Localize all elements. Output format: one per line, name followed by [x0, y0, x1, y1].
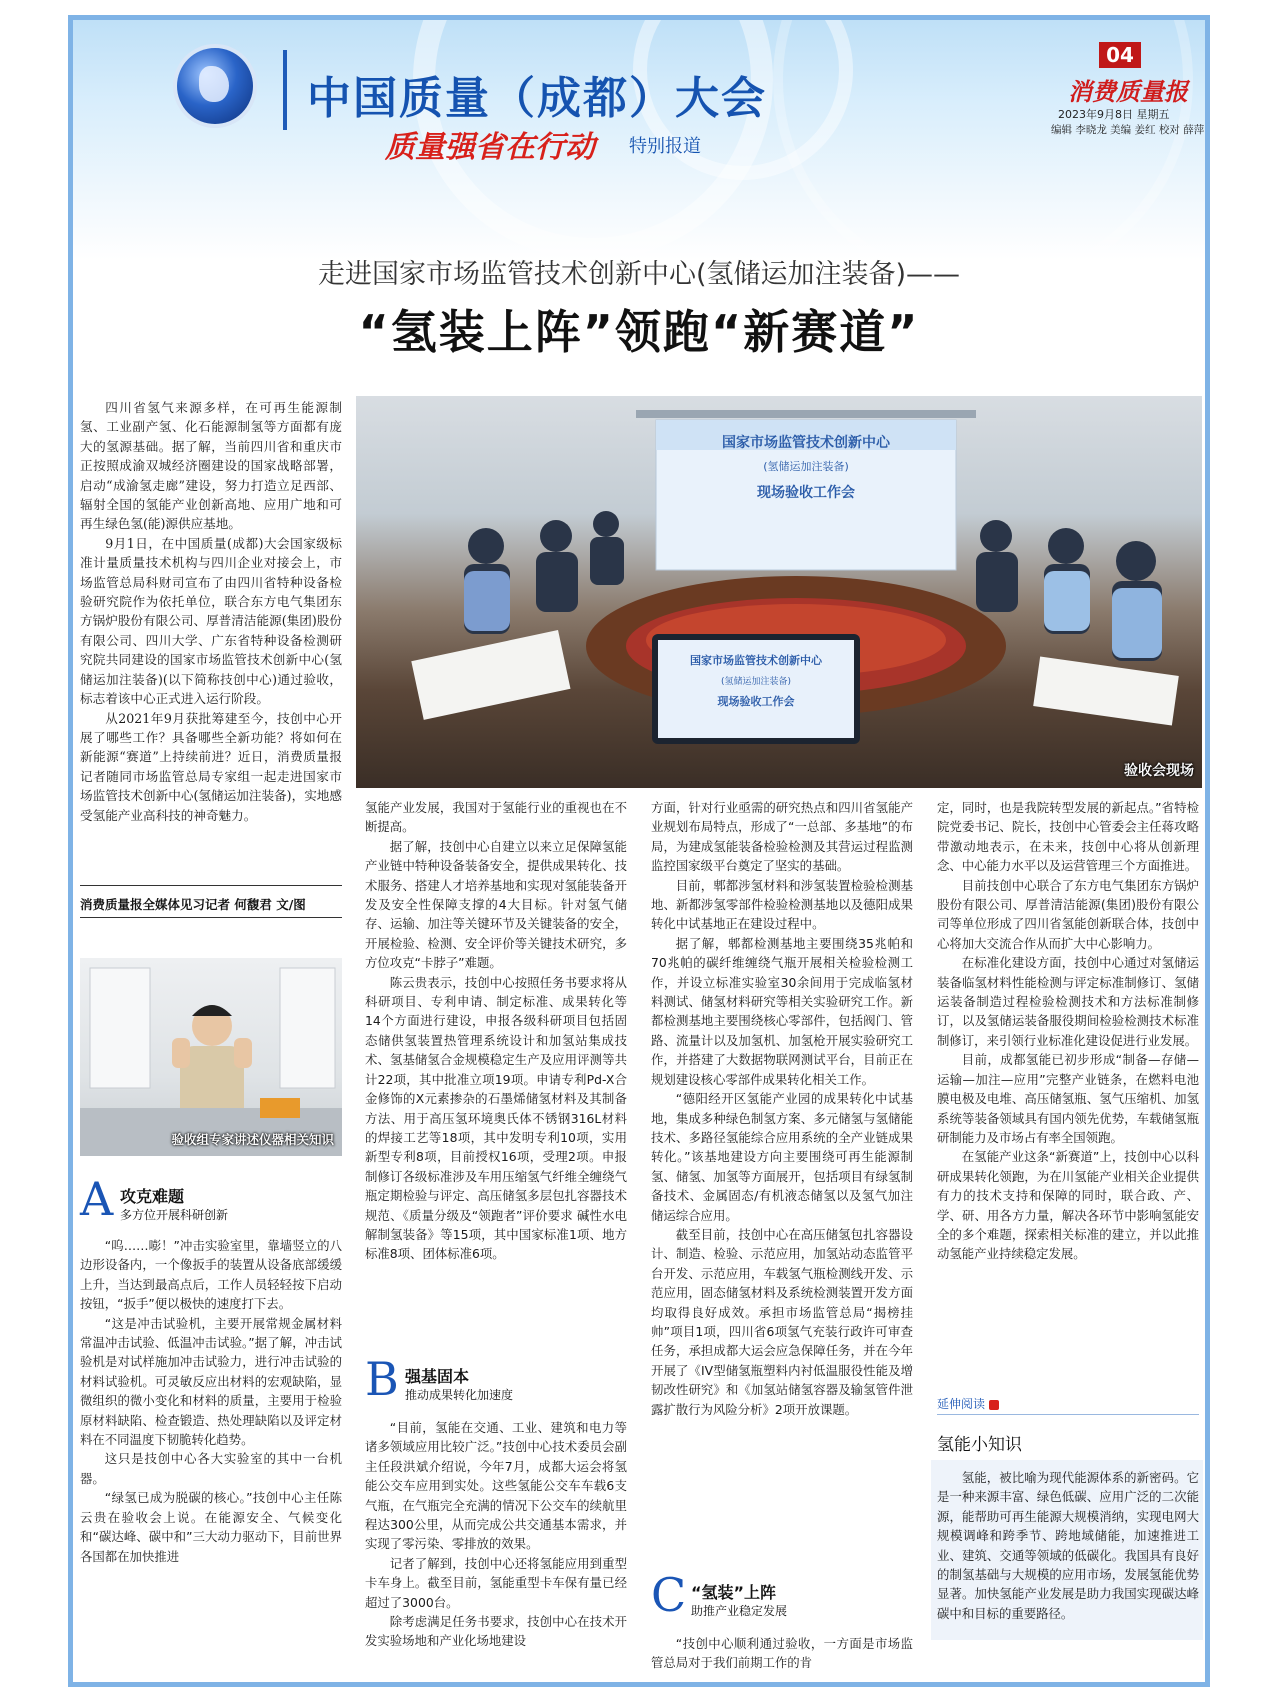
globe-logo-icon: [177, 48, 253, 124]
column-2-body: [365, 798, 627, 1350]
editor-credits: 编辑 李晓龙 美编 姜红 校对 薛萍: [1051, 124, 1205, 136]
section-subtitle: 多方位开展科研创新: [120, 1208, 229, 1222]
section-c-body: [651, 1634, 913, 1684]
body-paragraph: 在氢能产业这条“新赛道”上，技创中心以科研成果转化领跑，为在川氢能产业相关企业提供有力的技术支持和保障的同时，联合政、产、学、研、用各方力量，解决各环节中影响氢能安全的多个难题，探索相关标准的建立，并以此推动氢能产业持续稳定发展。: [937, 1149, 1199, 1262]
title-divider: [283, 50, 287, 130]
section-b-header: [365, 1352, 627, 1408]
monitor-line: (氢储运加注装备): [720, 677, 792, 687]
intro-paragraph: 从2021年9月获批筹建至今，技创中心开展了哪些工作？具备哪些全新功能？将如何在新能源“赛道”上持续前进？近日，消费质量报记者随同市场监管总局专家组一起走进国家市场监管技术创新中心(氢储运加注装备)，实地感受氢能产业高科技的神奇魅力。: [80, 710, 342, 823]
section-title: 攻克难题: [120, 1187, 185, 1206]
body-paragraph: 氢能产业发展，我国对于氢能行业的重视也在不断提高。: [365, 800, 627, 835]
extended-reading-rule: [937, 1414, 1199, 1415]
section-title: 强基固本: [405, 1367, 470, 1386]
small-photo-caption: 验收组专家讲述仪器相关知识: [171, 1132, 334, 1147]
section-a-header: [80, 1172, 342, 1228]
section-a-body: [80, 1236, 342, 1684]
paper-name: 消费质量报: [1068, 78, 1188, 106]
intro-column: [80, 398, 342, 888]
main-photo-caption: 验收会现场: [1124, 763, 1194, 779]
section-title: “氢装”上阵: [691, 1583, 777, 1602]
body-paragraph: 这只是技创中心各大实验室的其中一台机器。: [80, 1451, 342, 1486]
knowledge-text: 氢能，被比喻为现代能源体系的新密码。它是一种来源丰富、绿色低碳、应用广泛的二次能源，能帮助可再生能源大规模消纳，实现电网大规模调峰和跨季节、跨地域储能，加速推进工业、建筑、交通等领域的低碳化。我国具有良好的制氢基础与大规模的应用市场，发展氢能优势显著。加快氢能产业发展是助力我国实现碳达峰碳中和目标的重要路径。: [937, 1470, 1199, 1621]
column-3-body: [651, 798, 913, 1602]
section-c-header: [651, 1568, 913, 1624]
screen-text: [656, 432, 956, 502]
section-subtitle: 推动成果转化加速度: [405, 1388, 514, 1402]
body-paragraph: 目前技创中心联合了东方电气集团东方锅炉股份有限公司、厚普清洁能源(集团)股份有限公司等单位形成了四川省氢能创新联合体，技创中心将加大交流合作从而扩大中心影响力。: [937, 877, 1199, 951]
body-paragraph: “呜……嘭！”冲击实验室里，靠墙竖立的八边形设备内，一个像扳手的装置从设备底部缓缓上升，当达到最高点后，工作人员轻轻按下启动按钮，“扳手”便以极快的速度打下去。: [80, 1238, 342, 1312]
event-title: 中国质量（成都）大会: [307, 73, 767, 124]
section-subtitle: 助推产业稳定发展: [691, 1604, 788, 1618]
body-paragraph: 陈云贵表示，技创中心按照任务书要求将从科研项目、专利申请、制定标准、成果转化等14个方面进行建设，申报各级科研项目包括固态储供氢装置热管理系统设计和加氢站集成技术、氢基储氢合金规模稳定生产及应用评测等共计22项，其中批准立项19项。申请专利Pd-X合金修饰的X元素掺杂的石墨烯储氢材料及其制备方法、用于高压氢环境奥氏体不锈钢316L材料的焊接工艺等18项，其中发明专利10项，实用新型专利8项，目前授权16项，受理2项。申报制修订各级标准涉及车用压缩氢气纤维全缠绕气瓶定期检验与评定、高压储氢多层包扎容器技术规范、《质量分级及“领跑者”评价要求 碱性水电解制氢装备》等15项，其中国家标准1项、地方标准8项、团体标准6项。: [365, 974, 627, 1262]
masthead-banner: [73, 20, 1205, 260]
section-letter: C: [651, 1568, 687, 1622]
body-paragraph: “目前，氢能在交通、工业、建筑和电力等诸多领域应用比较广泛。”技创中心技术委员会副主任段洪斌介绍说，今年7月，成都大运会将氢能公交车应用到实处。这些氢能公交车车载6支气瓶，在气瓶完全充满的情况下公交车的续航里程达300公里，从而完成公共交通基本需求，并实现了零污染、零排放的效果。: [365, 1420, 627, 1552]
intro-paragraph: 9月1日，在中国质量(成都)大会国家级标准计量质量技术机构与四川企业对接会上，市场监管总局科财司宣布了由四川省特种设备检验研究院作为依托单位，联合东方电气集团东方锅炉股份有限公司、厚普清洁能源(集团)股份有限公司、四川大学、广东省特种设备检测研究院共同建设的国家市场监管技术创新中心(氢储运加注装备)(以下简称技创中心)通过验收，标志着该中心正式进入运行阶段。: [80, 535, 342, 707]
screen-line: (氢储运加注装备): [763, 460, 849, 473]
body-paragraph: “德阳经开区氢能产业园的成果转化中试基地，集成多种绿色制氢方案、多元储氢与氢储能技术、多路径氢能综合应用系统的全产业链成果转化。”该基地建设方向主要围绕可再生能源制氢、储氢、加氢等方面展开，包括项目有绿氢制备技术、金属固态/有机液态储氢以及氢气加注储运综合应用。: [651, 1091, 913, 1223]
byline-rule-bottom: [80, 917, 342, 918]
issue-date: 2023年9月8日 星期五: [1058, 108, 1170, 121]
body-paragraph: 记者了解到，技创中心还将氢能应用到重型卡车身上。截至目前，氢能重型卡车保有量已经超过了3000台。: [365, 1555, 627, 1610]
body-paragraph: 在标准化建设方面，技创中心通过对氢储运装备临氢材料性能检测与评定标准制修订、氢储运装备制造过程检验检测技术和方法标准制修订，以及氢储运装备服役期间检验检测技术标准制修订，来引领行业标准化建设促进行业发展。: [937, 955, 1199, 1048]
knowledge-title: 氢能小知识: [937, 1435, 1022, 1455]
intro-paragraph: 四川省氢气来源多样，在可再生能源制氢、工业副产氢、化石能源制氢等方面都有庞大的氢源基础。据了解，当前四川省和重庆市正按照成渝双城经济圈建设的国家战略部署，启动“成渝氢走廊”建设，努力打造立足西部、辐射全国的氢能产业创新高地、应用广地和可再生绿色氢(能)源供应基地。: [80, 400, 342, 532]
body-paragraph: “技创中心顺利通过验收，一方面是市场监管总局对于我们前期工作的肯: [651, 1636, 913, 1671]
body-paragraph: 方面，针对行业亟需的研究热点和四川省氢能产业规划布局特点，形成了“一总部、多基地”的布局，为建成氢能装备检验检测及其营运过程监测监控国家级平台奠定了坚实的基础。: [651, 800, 913, 874]
slogan-tag: 特别报道: [629, 136, 701, 157]
expert-photo: [80, 958, 342, 1156]
extended-reading-label: [937, 1395, 999, 1412]
body-paragraph: 目前，成都氢能已初步形成“制备—存储—运输—加注—应用”完整产业链条，在燃料电池膜电极及电堆、高压储氢瓶、氢气压缩机、加氢系统等装备领域具有国内领先优势，车载储氢瓶研制能力及市场占有率全国领跑。: [937, 1052, 1199, 1145]
body-paragraph: 定，同时，也是我院转型发展的新起点。”省特检院党委书记、院长，技创中心管委会主任蒋攻略带激动地表示，在未来，技创中心将从创新理念、中心能力水平以及运营管理三个方面推进。: [937, 800, 1199, 874]
byline: 消费质量报全媒体见习记者 何馥君 文/图: [80, 897, 306, 912]
monitor-line: 现场验收工作会: [717, 695, 795, 708]
knowledge-body: [937, 1468, 1199, 1678]
extended-reading-text: 延伸阅读: [937, 1397, 986, 1411]
body-paragraph: 据了解，郫都检测基地主要围绕35兆帕和70兆帕的碳纤维缠绕气瓶开展相关检验检测工作，并设立标准实验室30余间用于完成临氢材料测试、储氢材料研究等相关实验研究工作。新都检测基地主要围绕核心零部件，包括阀门、管路、流量计以及加氢机、加氢枪开展实验研究工作，并搭建了大数据物联网测试平台，目前正在规划建设核心零部件成果转化相关工作。: [651, 935, 913, 1087]
slogan: 质量强省在行动: [385, 130, 595, 165]
screen-line: 现场验收工作会: [757, 485, 855, 501]
body-paragraph: 除考虑满足任务书要求，技创中心在技术开发实验场地和产业化场地建设: [365, 1614, 627, 1649]
table-monitor: [652, 634, 860, 744]
page-number: 04: [1099, 42, 1141, 68]
section-b-body: [365, 1418, 627, 1684]
article-headline: “氢装上阵”领跑“新赛道”: [358, 305, 920, 359]
play-marker-icon: [989, 1400, 999, 1410]
byline-rule-top: [80, 885, 342, 886]
article-kicker: 走进国家市场监管技术创新中心(氢储运加注装备)——: [317, 259, 961, 290]
column-4-body: [937, 798, 1199, 1380]
body-paragraph: 据了解，技创中心自建立以来立足保障氢能产业链中特种设备装备安全，提供成果转化、技术服务、搭建人才培养基地和实现对氢能装备开发及安全性保障支撑的4大目标。针对氢气储存、运输、加注等关键环节及关键装备的安全，开展检验、检测、安全评价等关键技术研究，多方位攻克“卡脖子”难题。: [365, 838, 627, 971]
section-letter: B: [365, 1352, 399, 1406]
screen-line: 国家市场监管技术创新中心: [722, 435, 890, 451]
section-letter: A: [80, 1172, 114, 1226]
body-paragraph: “绿氢已成为脱碳的核心。”技创中心主任陈云贵在验收会上说。在能源安全、气候变化和“碳达峰、碳中和”三大动力驱动下，目前世界各国都在加快推进: [80, 1490, 342, 1564]
expert-scene-illustration: [80, 958, 342, 1156]
monitor-line: 国家市场监管技术创新中心: [690, 654, 822, 667]
body-paragraph: “这是冲击试验机，主要开展常规金属材料常温冲击试验、低温冲击试验。”据了解，冲击试验机是对试样施加冲击试验力，进行冲击试验的材料试验机。可灵敏反应出材料的宏观缺陷，显微组织的微小变化和材料的质量，主要用于检验原材料缺陷、检查锻造、热处理缺陷以及评定材料在不同温度下韧脆转化趋势。: [80, 1315, 342, 1448]
meeting-photo: [356, 396, 1202, 788]
body-paragraph: 目前，郫都涉氢材料和涉氢装置检验检测基地、新都涉氢零部件检验检测基地以及德阳成果转化中试基地正在建设过程中。: [651, 877, 913, 932]
body-paragraph: 截至目前，技创中心在高压储氢包扎容器设计、制造、检验、示范应用，加氢站动态监管平台开发、示范应用，车载氢气瓶检测线开发、示范应用，固态储氢材料及系统检测装置开发方面均取得良好成效。承担市场监管总局“揭榜挂帅”项目1项，四川省6项氢气充装行政许可审查任务，承担成都大运会应急保障任务，并在今年开展了《IV型储氢瓶塑料内衬低温服役性能及增韧改性研究》和《加氢站储氢容器及输氢管件泄露扩散行为风险分析》2项开放课题。: [651, 1226, 913, 1417]
